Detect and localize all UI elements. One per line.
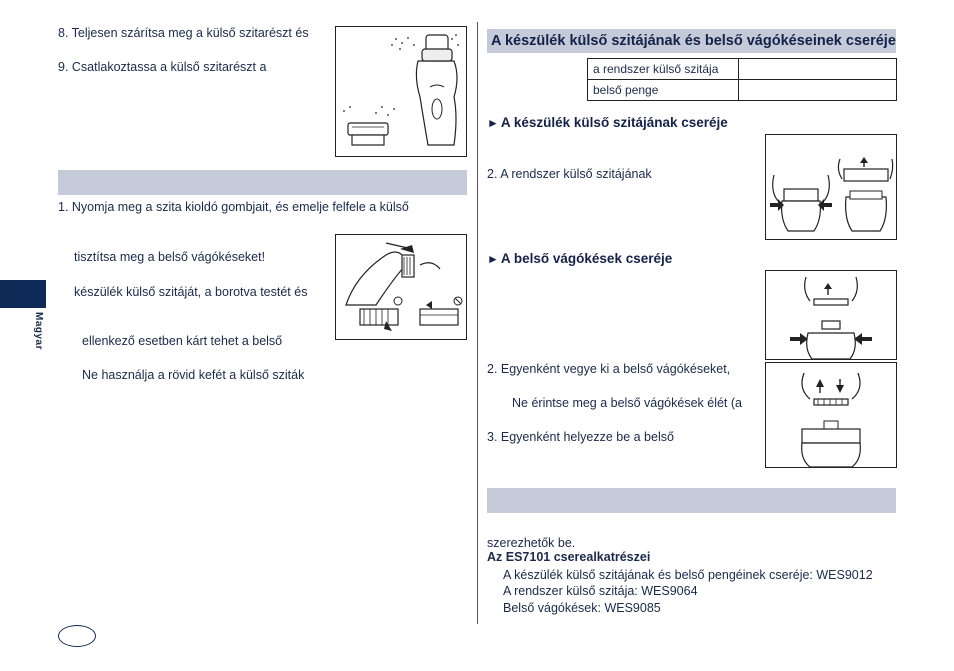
blade-removal-illustration-2 [765, 362, 897, 468]
foil-body-text: készülék külső szitáját, a borotva testét és [74, 285, 308, 299]
parts-section-band [487, 488, 896, 513]
subheading-blades-label: A belső vágókések cseréje [500, 251, 673, 266]
step-8-text: 8. Teljesen szárítsa meg a külső szitarészt és [58, 26, 309, 40]
triangle-right-icon: ► [487, 252, 499, 266]
left-section-band [58, 170, 467, 195]
parts-heading: Az ES7101 cserealkatrészei [487, 550, 651, 564]
triangle-right-icon: ► [487, 116, 499, 130]
column-divider [477, 22, 478, 624]
brush-warning-text: Ne használja a rövid kefét a külső sziták [82, 368, 305, 382]
subheading-foil-label: A készülék külső szitájának cseréje [500, 115, 728, 130]
foil-replacement-illustration [765, 134, 897, 240]
blades-note-text: Ne érintse meg a belső vágókések élét (a [512, 396, 742, 410]
drying-foil-illustration [335, 26, 467, 157]
availability-text: szerezhetők be. [487, 536, 576, 550]
table-cell-part: a rendszer külső szitája [588, 59, 739, 80]
step-9-text: 9. Csatlakoztassa a külső szitarészt a [58, 60, 267, 74]
language-label: Magyar [33, 312, 44, 351]
parts-table [587, 58, 897, 101]
blades-step-2-text: 2. Egyenként vegye ki a belső vágókéseket, [487, 362, 731, 376]
subheading-foil [487, 115, 728, 130]
table-cell-value [739, 59, 897, 80]
foil-step-2-text: 2. A rendszer külső szitájának [487, 167, 652, 181]
blades-step-3-text: 3. Egyenként helyezze be a belső [487, 430, 674, 444]
table-cell-part: belső penge [588, 80, 739, 101]
list-item: Belső vágókések: WES9085 [503, 601, 661, 615]
step-1-text: 1. Nyomja meg a szita kioldó gombjait, és emelje felfele a külső [58, 200, 409, 214]
list-item: A készülék külső szitájának és belső pengéinek cseréje: WES9012 [503, 568, 873, 582]
list-item: A rendszer külső szitája: WES9064 [503, 584, 698, 598]
table-row [588, 59, 897, 80]
damage-warning-text: ellenkező esetben kárt tehet a belső [82, 334, 283, 348]
blade-removal-illustration-1 [765, 270, 897, 360]
page-number-oval [58, 625, 96, 647]
subheading-blades [487, 251, 672, 266]
table-cell-value [739, 80, 897, 101]
language-side-tab [0, 280, 46, 308]
clean-blades-text: tisztítsa meg a belső vágókéseket! [74, 250, 266, 264]
table-row [588, 80, 897, 101]
replacement-title: A készülék külső szitájának és belső vágókéseinek cseréje [487, 29, 896, 53]
cleaning-brush-illustration [335, 234, 467, 340]
